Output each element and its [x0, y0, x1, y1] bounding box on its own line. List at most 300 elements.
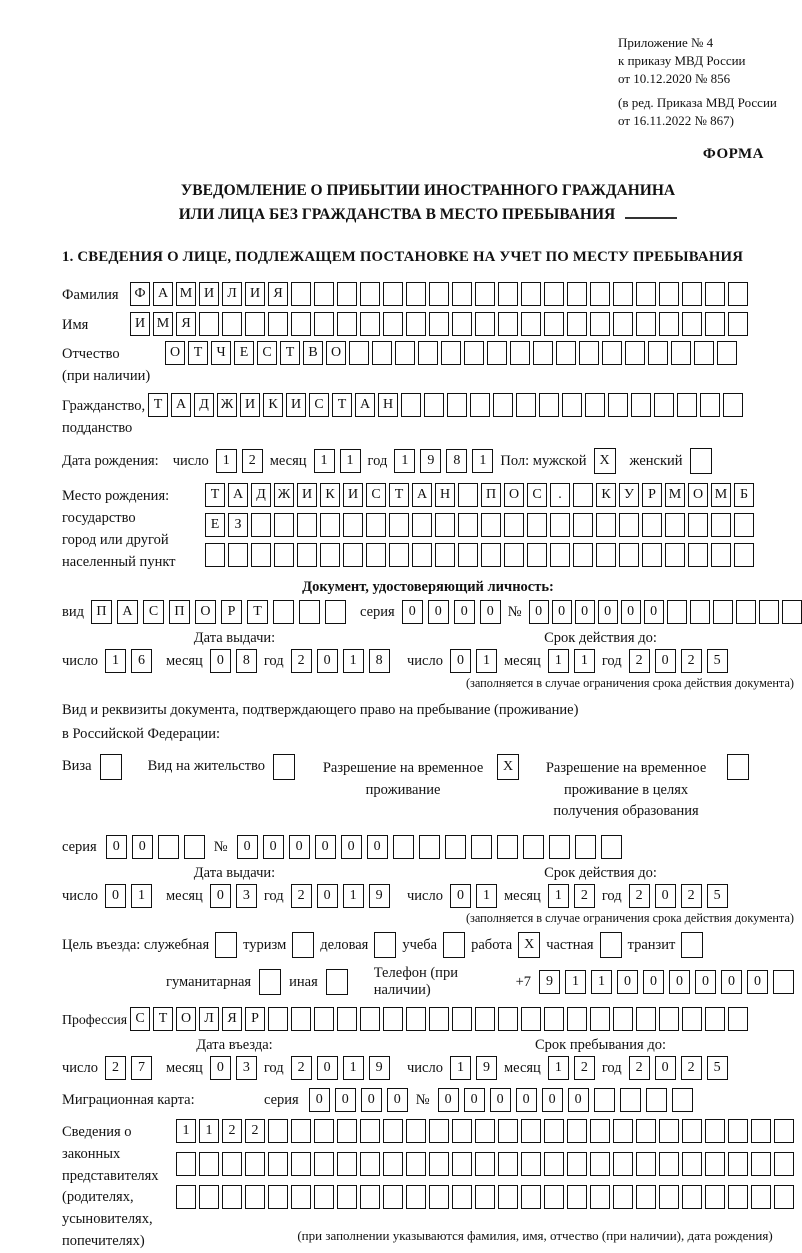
- surname-char-cell[interactable]: [728, 282, 748, 306]
- birthplace-char-cell[interactable]: [734, 543, 754, 567]
- profession-char-cell[interactable]: [337, 1007, 357, 1031]
- migration-number-cell[interactable]: [672, 1088, 693, 1112]
- representatives-char-cell[interactable]: [774, 1185, 794, 1209]
- firstname-char-cell[interactable]: [682, 312, 702, 336]
- representatives-char-cell[interactable]: [705, 1152, 725, 1176]
- patronymic-char-cell[interactable]: С: [257, 341, 277, 365]
- representatives-char-cell[interactable]: [751, 1185, 771, 1209]
- profession-char-cell[interactable]: [590, 1007, 610, 1031]
- migration-series-cell[interactable]: 0: [361, 1088, 382, 1112]
- representatives-char-cell[interactable]: [245, 1152, 265, 1176]
- residence-issue-year-cell[interactable]: 2: [291, 884, 312, 908]
- surname-char-cell[interactable]: [705, 282, 725, 306]
- patronymic-char-cell[interactable]: В: [303, 341, 323, 365]
- representatives-char-cell[interactable]: [268, 1185, 288, 1209]
- birthplace-char-cell[interactable]: А: [228, 483, 248, 507]
- citizenship-char-cell[interactable]: [723, 393, 743, 417]
- temp-residence-edu-checkbox[interactable]: [727, 754, 749, 780]
- residence-valid-month-cell[interactable]: 2: [574, 884, 595, 908]
- firstname-char-cell[interactable]: [245, 312, 265, 336]
- surname-char-cell[interactable]: [590, 282, 610, 306]
- birthplace-char-cell[interactable]: [251, 513, 271, 537]
- profession-char-cell[interactable]: [268, 1007, 288, 1031]
- representatives-char-cell[interactable]: [613, 1185, 633, 1209]
- birthplace-char-cell[interactable]: [458, 483, 478, 507]
- migration-series-cell[interactable]: 0: [309, 1088, 330, 1112]
- representatives-char-cell[interactable]: [383, 1185, 403, 1209]
- birth-day-cell[interactable]: 2: [242, 449, 263, 473]
- entry-year-cell[interactable]: 9: [369, 1056, 390, 1080]
- patronymic-char-cell[interactable]: Т: [188, 341, 208, 365]
- doc-type-char-cell[interactable]: [299, 600, 320, 624]
- surname-char-cell[interactable]: [659, 282, 679, 306]
- profession-char-cell[interactable]: [429, 1007, 449, 1031]
- representatives-char-cell[interactable]: [314, 1152, 334, 1176]
- birthplace-char-cell[interactable]: [412, 543, 432, 567]
- birthplace-char-cell[interactable]: С: [527, 483, 547, 507]
- representatives-char-cell[interactable]: [429, 1119, 449, 1143]
- surname-char-cell[interactable]: [498, 282, 518, 306]
- migration-number-cell[interactable]: 0: [542, 1088, 563, 1112]
- phone-digit-cell[interactable]: 0: [643, 970, 664, 994]
- representatives-char-cell[interactable]: [728, 1152, 748, 1176]
- doc-issue-day-cell[interactable]: 1: [105, 649, 126, 673]
- representatives-char-cell[interactable]: [590, 1185, 610, 1209]
- birthplace-char-cell[interactable]: Б: [734, 483, 754, 507]
- firstname-char-cell[interactable]: [567, 312, 587, 336]
- representatives-char-cell[interactable]: [613, 1152, 633, 1176]
- residence-issue-year-cell[interactable]: 0: [317, 884, 338, 908]
- birth-day-cell[interactable]: 1: [216, 449, 237, 473]
- citizenship-char-cell[interactable]: А: [355, 393, 375, 417]
- entry-day-cell[interactable]: 2: [105, 1056, 126, 1080]
- entry-month-cell[interactable]: 3: [236, 1056, 257, 1080]
- birthplace-char-cell[interactable]: [573, 543, 593, 567]
- surname-char-cell[interactable]: [360, 282, 380, 306]
- representatives-char-cell[interactable]: [452, 1152, 472, 1176]
- patronymic-char-cell[interactable]: [533, 341, 553, 365]
- citizenship-char-cell[interactable]: [608, 393, 628, 417]
- representatives-char-cell[interactable]: [682, 1185, 702, 1209]
- representatives-char-cell[interactable]: [406, 1152, 426, 1176]
- stay-month-cell[interactable]: 1: [548, 1056, 569, 1080]
- residence-valid-day-cell[interactable]: 1: [476, 884, 497, 908]
- representatives-char-cell[interactable]: [590, 1119, 610, 1143]
- migration-number-cell[interactable]: 0: [464, 1088, 485, 1112]
- phone-digit-cell[interactable]: 0: [617, 970, 638, 994]
- representatives-char-cell[interactable]: [475, 1119, 495, 1143]
- representatives-char-cell[interactable]: [636, 1152, 656, 1176]
- firstname-char-cell[interactable]: [291, 312, 311, 336]
- entry-year-cell[interactable]: 2: [291, 1056, 312, 1080]
- residence-valid-day-cell[interactable]: 0: [450, 884, 471, 908]
- representatives-char-cell[interactable]: [429, 1185, 449, 1209]
- firstname-char-cell[interactable]: [590, 312, 610, 336]
- birthplace-char-cell[interactable]: [642, 543, 662, 567]
- firstname-char-cell[interactable]: М: [153, 312, 173, 336]
- profession-char-cell[interactable]: [383, 1007, 403, 1031]
- residence-number-cell[interactable]: 0: [237, 835, 258, 859]
- birthplace-char-cell[interactable]: М: [711, 483, 731, 507]
- patronymic-char-cell[interactable]: Е: [234, 341, 254, 365]
- birthplace-char-cell[interactable]: [688, 543, 708, 567]
- residence-series-cell[interactable]: 0: [132, 835, 153, 859]
- surname-char-cell[interactable]: Л: [222, 282, 242, 306]
- birthplace-char-cell[interactable]: [619, 543, 639, 567]
- doc-valid-month-cell[interactable]: 1: [548, 649, 569, 673]
- representatives-char-cell[interactable]: [751, 1152, 771, 1176]
- firstname-char-cell[interactable]: [199, 312, 219, 336]
- surname-char-cell[interactable]: [544, 282, 564, 306]
- representatives-char-cell[interactable]: [268, 1152, 288, 1176]
- purpose-study-checkbox[interactable]: [443, 932, 465, 958]
- birthplace-char-cell[interactable]: [642, 513, 662, 537]
- birthplace-char-cell[interactable]: Т: [205, 483, 225, 507]
- birthplace-char-cell[interactable]: [573, 483, 593, 507]
- representatives-char-cell[interactable]: [521, 1119, 541, 1143]
- doc-series-cell[interactable]: 0: [454, 600, 475, 624]
- representatives-char-cell[interactable]: [521, 1152, 541, 1176]
- birthplace-char-cell[interactable]: М: [665, 483, 685, 507]
- representatives-char-cell[interactable]: [590, 1152, 610, 1176]
- patronymic-char-cell[interactable]: [625, 341, 645, 365]
- birthplace-char-cell[interactable]: [688, 513, 708, 537]
- birthplace-char-cell[interactable]: [527, 513, 547, 537]
- birthplace-char-cell[interactable]: [389, 513, 409, 537]
- representatives-char-cell[interactable]: [222, 1185, 242, 1209]
- doc-type-char-cell[interactable]: [273, 600, 294, 624]
- representatives-char-cell[interactable]: [291, 1119, 311, 1143]
- birthplace-char-cell[interactable]: [665, 513, 685, 537]
- migration-number-cell[interactable]: 0: [516, 1088, 537, 1112]
- purpose-tourism-checkbox[interactable]: [292, 932, 314, 958]
- firstname-char-cell[interactable]: Я: [176, 312, 196, 336]
- birthplace-char-cell[interactable]: [251, 543, 271, 567]
- birth-month-cell[interactable]: 1: [340, 449, 361, 473]
- birthplace-char-cell[interactable]: [711, 543, 731, 567]
- doc-type-char-cell[interactable]: П: [169, 600, 190, 624]
- representatives-char-cell[interactable]: [659, 1185, 679, 1209]
- residence-number-cell[interactable]: [419, 835, 440, 859]
- residence-series-cell[interactable]: [184, 835, 205, 859]
- patronymic-char-cell[interactable]: [648, 341, 668, 365]
- profession-char-cell[interactable]: [636, 1007, 656, 1031]
- birthplace-char-cell[interactable]: [320, 513, 340, 537]
- profession-char-cell[interactable]: [682, 1007, 702, 1031]
- residence-number-cell[interactable]: 0: [315, 835, 336, 859]
- citizenship-char-cell[interactable]: Т: [148, 393, 168, 417]
- residence-valid-year-cell[interactable]: 2: [681, 884, 702, 908]
- profession-char-cell[interactable]: Я: [222, 1007, 242, 1031]
- citizenship-char-cell[interactable]: [700, 393, 720, 417]
- patronymic-char-cell[interactable]: Ч: [211, 341, 231, 365]
- purpose-private-checkbox[interactable]: [600, 932, 622, 958]
- representatives-char-cell[interactable]: [337, 1185, 357, 1209]
- purpose-transit-checkbox[interactable]: [681, 932, 703, 958]
- profession-char-cell[interactable]: [705, 1007, 725, 1031]
- phone-digit-cell[interactable]: 0: [695, 970, 716, 994]
- representatives-char-cell[interactable]: [544, 1185, 564, 1209]
- female-checkbox[interactable]: [690, 448, 712, 474]
- patronymic-char-cell[interactable]: [602, 341, 622, 365]
- male-checkbox[interactable]: X: [594, 448, 616, 474]
- surname-char-cell[interactable]: А: [153, 282, 173, 306]
- visa-checkbox[interactable]: [100, 754, 122, 780]
- doc-issue-month-cell[interactable]: 0: [210, 649, 231, 673]
- birthplace-char-cell[interactable]: О: [688, 483, 708, 507]
- phone-digit-cell[interactable]: 0: [721, 970, 742, 994]
- doc-issue-year-cell[interactable]: 2: [291, 649, 312, 673]
- residence-permit-checkbox[interactable]: [273, 754, 295, 780]
- temp-residence-checkbox[interactable]: X: [497, 754, 519, 780]
- migration-number-cell[interactable]: 0: [438, 1088, 459, 1112]
- doc-issue-year-cell[interactable]: 0: [317, 649, 338, 673]
- doc-number-cell[interactable]: [690, 600, 710, 624]
- residence-valid-month-cell[interactable]: 1: [548, 884, 569, 908]
- purpose-commercial-checkbox[interactable]: [374, 932, 396, 958]
- profession-char-cell[interactable]: [567, 1007, 587, 1031]
- birthplace-char-cell[interactable]: [734, 513, 754, 537]
- purpose-work-checkbox[interactable]: X: [518, 932, 540, 958]
- birthplace-char-cell[interactable]: Д: [251, 483, 271, 507]
- residence-issue-day-cell[interactable]: 1: [131, 884, 152, 908]
- entry-month-cell[interactable]: 0: [210, 1056, 231, 1080]
- migration-number-cell[interactable]: [594, 1088, 615, 1112]
- birthplace-char-cell[interactable]: К: [320, 483, 340, 507]
- representatives-char-cell[interactable]: [705, 1185, 725, 1209]
- citizenship-char-cell[interactable]: Т: [332, 393, 352, 417]
- firstname-char-cell[interactable]: [406, 312, 426, 336]
- residence-issue-month-cell[interactable]: 0: [210, 884, 231, 908]
- representatives-char-cell[interactable]: 1: [176, 1119, 196, 1143]
- doc-type-char-cell[interactable]: П: [91, 600, 112, 624]
- birthplace-char-cell[interactable]: Е: [205, 513, 225, 537]
- stay-year-cell[interactable]: 2: [681, 1056, 702, 1080]
- representatives-char-cell[interactable]: [774, 1152, 794, 1176]
- firstname-char-cell[interactable]: [475, 312, 495, 336]
- birthplace-char-cell[interactable]: [228, 543, 248, 567]
- birthplace-char-cell[interactable]: К: [596, 483, 616, 507]
- patronymic-char-cell[interactable]: [510, 341, 530, 365]
- citizenship-char-cell[interactable]: [631, 393, 651, 417]
- representatives-char-cell[interactable]: [406, 1185, 426, 1209]
- representatives-char-cell[interactable]: [360, 1152, 380, 1176]
- representatives-char-cell[interactable]: [636, 1185, 656, 1209]
- birthplace-char-cell[interactable]: [274, 513, 294, 537]
- doc-number-cell[interactable]: 0: [575, 600, 595, 624]
- citizenship-char-cell[interactable]: [654, 393, 674, 417]
- birthplace-char-cell[interactable]: О: [504, 483, 524, 507]
- representatives-char-cell[interactable]: [544, 1119, 564, 1143]
- representatives-char-cell[interactable]: [176, 1152, 196, 1176]
- representatives-char-cell[interactable]: [774, 1119, 794, 1143]
- patronymic-char-cell[interactable]: [441, 341, 461, 365]
- profession-char-cell[interactable]: Т: [153, 1007, 173, 1031]
- representatives-char-cell[interactable]: [452, 1185, 472, 1209]
- representatives-char-cell[interactable]: [682, 1119, 702, 1143]
- representatives-char-cell[interactable]: [452, 1119, 472, 1143]
- representatives-char-cell[interactable]: [291, 1185, 311, 1209]
- phone-digit-cell[interactable]: 9: [539, 970, 560, 994]
- representatives-char-cell[interactable]: [337, 1119, 357, 1143]
- residence-valid-year-cell[interactable]: 5: [707, 884, 728, 908]
- residence-number-cell[interactable]: 0: [367, 835, 388, 859]
- doc-number-cell[interactable]: [782, 600, 802, 624]
- birthplace-char-cell[interactable]: [596, 513, 616, 537]
- purpose-business-checkbox[interactable]: [215, 932, 237, 958]
- representatives-char-cell[interactable]: [682, 1152, 702, 1176]
- doc-type-char-cell[interactable]: Р: [221, 600, 242, 624]
- residence-series-cell[interactable]: 0: [106, 835, 127, 859]
- residence-issue-year-cell[interactable]: 9: [369, 884, 390, 908]
- entry-year-cell[interactable]: 1: [343, 1056, 364, 1080]
- migration-number-cell[interactable]: [646, 1088, 667, 1112]
- citizenship-char-cell[interactable]: [516, 393, 536, 417]
- representatives-char-cell[interactable]: [613, 1119, 633, 1143]
- birthplace-char-cell[interactable]: [366, 543, 386, 567]
- patronymic-char-cell[interactable]: [671, 341, 691, 365]
- birthplace-char-cell[interactable]: У: [619, 483, 639, 507]
- firstname-char-cell[interactable]: [452, 312, 472, 336]
- representatives-char-cell[interactable]: [475, 1152, 495, 1176]
- representatives-char-cell[interactable]: [314, 1119, 334, 1143]
- representatives-char-cell[interactable]: [659, 1119, 679, 1143]
- doc-series-cell[interactable]: 0: [402, 600, 423, 624]
- birthplace-char-cell[interactable]: [504, 543, 524, 567]
- doc-number-cell[interactable]: [667, 600, 687, 624]
- residence-number-cell[interactable]: [575, 835, 596, 859]
- surname-char-cell[interactable]: [314, 282, 334, 306]
- birthplace-char-cell[interactable]: [458, 543, 478, 567]
- birthplace-char-cell[interactable]: .: [550, 483, 570, 507]
- migration-number-cell[interactable]: 0: [568, 1088, 589, 1112]
- surname-char-cell[interactable]: [567, 282, 587, 306]
- doc-valid-month-cell[interactable]: 1: [574, 649, 595, 673]
- firstname-char-cell[interactable]: [659, 312, 679, 336]
- residence-number-cell[interactable]: [549, 835, 570, 859]
- doc-type-char-cell[interactable]: Т: [247, 600, 268, 624]
- profession-char-cell[interactable]: [475, 1007, 495, 1031]
- profession-char-cell[interactable]: [291, 1007, 311, 1031]
- birthplace-char-cell[interactable]: [481, 513, 501, 537]
- representatives-char-cell[interactable]: [567, 1152, 587, 1176]
- birth-year-cell[interactable]: 1: [394, 449, 415, 473]
- profession-char-cell[interactable]: [544, 1007, 564, 1031]
- firstname-char-cell[interactable]: [498, 312, 518, 336]
- surname-char-cell[interactable]: [291, 282, 311, 306]
- birthplace-char-cell[interactable]: [343, 513, 363, 537]
- surname-char-cell[interactable]: [475, 282, 495, 306]
- birthplace-char-cell[interactable]: Н: [435, 483, 455, 507]
- representatives-char-cell[interactable]: [268, 1119, 288, 1143]
- doc-issue-month-cell[interactable]: 8: [236, 649, 257, 673]
- firstname-char-cell[interactable]: [268, 312, 288, 336]
- firstname-char-cell[interactable]: [429, 312, 449, 336]
- doc-number-cell[interactable]: [759, 600, 779, 624]
- residence-issue-month-cell[interactable]: 3: [236, 884, 257, 908]
- patronymic-char-cell[interactable]: Т: [280, 341, 300, 365]
- citizenship-char-cell[interactable]: Н: [378, 393, 398, 417]
- citizenship-char-cell[interactable]: С: [309, 393, 329, 417]
- surname-char-cell[interactable]: [613, 282, 633, 306]
- representatives-char-cell[interactable]: [728, 1119, 748, 1143]
- doc-valid-year-cell[interactable]: 2: [629, 649, 650, 673]
- patronymic-char-cell[interactable]: [349, 341, 369, 365]
- birthplace-char-cell[interactable]: [619, 513, 639, 537]
- patronymic-char-cell[interactable]: [579, 341, 599, 365]
- patronymic-char-cell[interactable]: [717, 341, 737, 365]
- representatives-char-cell[interactable]: [659, 1152, 679, 1176]
- doc-valid-day-cell[interactable]: 0: [450, 649, 471, 673]
- phone-digit-cell[interactable]: [773, 970, 794, 994]
- profession-char-cell[interactable]: [659, 1007, 679, 1031]
- doc-valid-day-cell[interactable]: 1: [476, 649, 497, 673]
- profession-char-cell[interactable]: С: [130, 1007, 150, 1031]
- citizenship-char-cell[interactable]: [677, 393, 697, 417]
- birth-year-cell[interactable]: 1: [472, 449, 493, 473]
- entry-year-cell[interactable]: 0: [317, 1056, 338, 1080]
- representatives-char-cell[interactable]: [383, 1119, 403, 1143]
- residence-number-cell[interactable]: [471, 835, 492, 859]
- residence-number-cell[interactable]: [393, 835, 414, 859]
- residence-valid-year-cell[interactable]: 0: [655, 884, 676, 908]
- citizenship-char-cell[interactable]: К: [263, 393, 283, 417]
- doc-number-cell[interactable]: [713, 600, 733, 624]
- representatives-char-cell[interactable]: 2: [245, 1119, 265, 1143]
- doc-number-cell[interactable]: [736, 600, 756, 624]
- representatives-char-cell[interactable]: [337, 1152, 357, 1176]
- patronymic-char-cell[interactable]: [395, 341, 415, 365]
- representatives-char-cell[interactable]: [360, 1119, 380, 1143]
- surname-char-cell[interactable]: [406, 282, 426, 306]
- birthplace-char-cell[interactable]: [596, 543, 616, 567]
- birthplace-char-cell[interactable]: И: [297, 483, 317, 507]
- representatives-char-cell[interactable]: [475, 1185, 495, 1209]
- firstname-char-cell[interactable]: [613, 312, 633, 336]
- patronymic-char-cell[interactable]: [418, 341, 438, 365]
- representatives-char-cell[interactable]: [406, 1119, 426, 1143]
- representatives-char-cell[interactable]: [498, 1185, 518, 1209]
- surname-char-cell[interactable]: И: [245, 282, 265, 306]
- surname-char-cell[interactable]: [383, 282, 403, 306]
- representatives-char-cell[interactable]: [429, 1152, 449, 1176]
- profession-char-cell[interactable]: [452, 1007, 472, 1031]
- birth-year-cell[interactable]: 9: [420, 449, 441, 473]
- representatives-char-cell[interactable]: [521, 1185, 541, 1209]
- profession-char-cell[interactable]: Л: [199, 1007, 219, 1031]
- surname-char-cell[interactable]: [429, 282, 449, 306]
- surname-char-cell[interactable]: [636, 282, 656, 306]
- stay-day-cell[interactable]: 9: [476, 1056, 497, 1080]
- surname-char-cell[interactable]: Ф: [130, 282, 150, 306]
- phone-digit-cell[interactable]: 1: [591, 970, 612, 994]
- firstname-char-cell[interactable]: [544, 312, 564, 336]
- representatives-char-cell[interactable]: [728, 1185, 748, 1209]
- entry-day-cell[interactable]: 7: [131, 1056, 152, 1080]
- representatives-char-cell[interactable]: [636, 1119, 656, 1143]
- representatives-char-cell[interactable]: [544, 1152, 564, 1176]
- surname-char-cell[interactable]: [452, 282, 472, 306]
- firstname-char-cell[interactable]: И: [130, 312, 150, 336]
- birthplace-char-cell[interactable]: [711, 513, 731, 537]
- residence-series-cell[interactable]: [158, 835, 179, 859]
- doc-number-cell[interactable]: 0: [598, 600, 618, 624]
- doc-number-cell[interactable]: 0: [621, 600, 641, 624]
- birthplace-char-cell[interactable]: З: [228, 513, 248, 537]
- surname-char-cell[interactable]: М: [176, 282, 196, 306]
- surname-char-cell[interactable]: [521, 282, 541, 306]
- profession-char-cell[interactable]: Р: [245, 1007, 265, 1031]
